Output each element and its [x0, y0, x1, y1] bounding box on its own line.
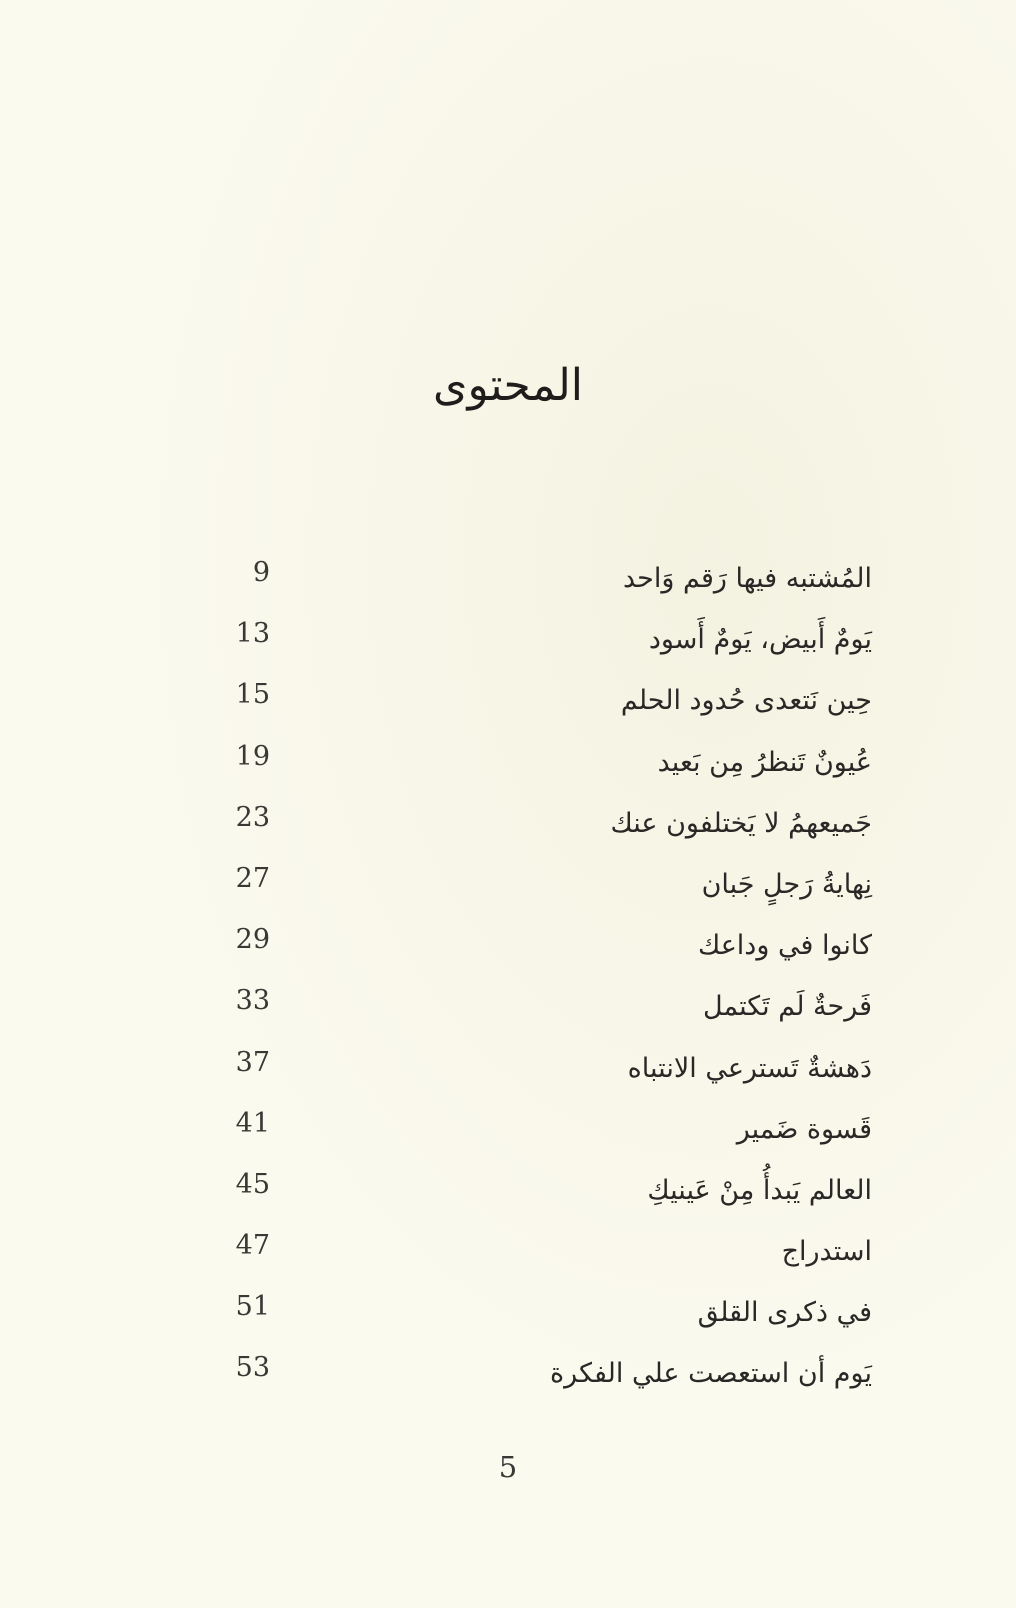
- toc-entry-title: في ذكرى القلق: [697, 1297, 872, 1329]
- toc-entry-page: 27: [235, 862, 270, 894]
- toc-entry: [0, 793, 1016, 854]
- toc-entry: [0, 609, 1016, 670]
- toc-entry-title: يَومٌ أَبيض، يَومٌ أَسود: [648, 624, 872, 656]
- toc-entry-title: نِهايةُ رَجلٍ جَبان: [701, 868, 872, 900]
- toc-entry-title: حِين نَتعدى حُدود الحلم: [620, 685, 872, 717]
- toc-entry-page: 9: [252, 557, 270, 588]
- page-title: المحتوى: [433, 360, 583, 411]
- toc-entry-title: فَرحةٌ لَم تَكتمل: [703, 991, 872, 1023]
- toc-entry-page: 13: [235, 618, 270, 650]
- toc-entry: [0, 1282, 1016, 1343]
- toc-entry: [0, 548, 1016, 609]
- toc-entry: [0, 1160, 1016, 1221]
- toc-entry: [0, 732, 1016, 793]
- toc-entry-page: 45: [235, 1168, 270, 1200]
- toc-entry-page: 51: [235, 1291, 270, 1323]
- toc-entry-page: 53: [235, 1352, 270, 1384]
- toc-entry: [0, 854, 1016, 915]
- toc-entry-title: دَهشةٌ تَسترعي الانتباه: [627, 1052, 872, 1084]
- toc-entry-title: يَوم أن استعصت علي الفكرة: [550, 1358, 872, 1390]
- toc-entry-page: 47: [235, 1230, 270, 1262]
- toc-entry: [0, 1038, 1016, 1099]
- toc-entry-title: استدراج: [781, 1236, 872, 1268]
- toc-entry-page: 15: [235, 679, 270, 711]
- toc-entry-title: العالم يَبدأُ مِنْ عَينيكِ: [647, 1174, 872, 1206]
- toc-entry: [0, 670, 1016, 731]
- toc-entry: [0, 976, 1016, 1037]
- toc-entry-title: جَميعهمُ لا يَختلفون عنك: [610, 807, 872, 839]
- toc-entry: [0, 1099, 1016, 1160]
- toc-entry-title: المُشتبه فيها رَقم وَاحد: [623, 563, 872, 594]
- toc-entry-title: عُيونٌ تَنظرُ مِن بَعيد: [657, 746, 872, 778]
- toc-entry-page: 33: [235, 985, 270, 1017]
- page-number: 5: [498, 1450, 518, 1484]
- toc-entry-title: قَسوة ضَمير: [736, 1113, 872, 1145]
- toc-entry-page: 23: [235, 801, 270, 833]
- toc-entry-page: 19: [235, 740, 270, 772]
- toc-entry: [0, 915, 1016, 976]
- toc-entry: [0, 1221, 1016, 1282]
- toc-entry-title: كانوا في وداعك: [697, 930, 872, 962]
- toc-entry: [0, 1343, 1016, 1404]
- toc-entry-page: 41: [235, 1107, 270, 1139]
- table-of-contents: [0, 548, 1016, 1405]
- toc-entry-page: 29: [235, 924, 270, 956]
- toc-entry-page: 37: [235, 1046, 270, 1078]
